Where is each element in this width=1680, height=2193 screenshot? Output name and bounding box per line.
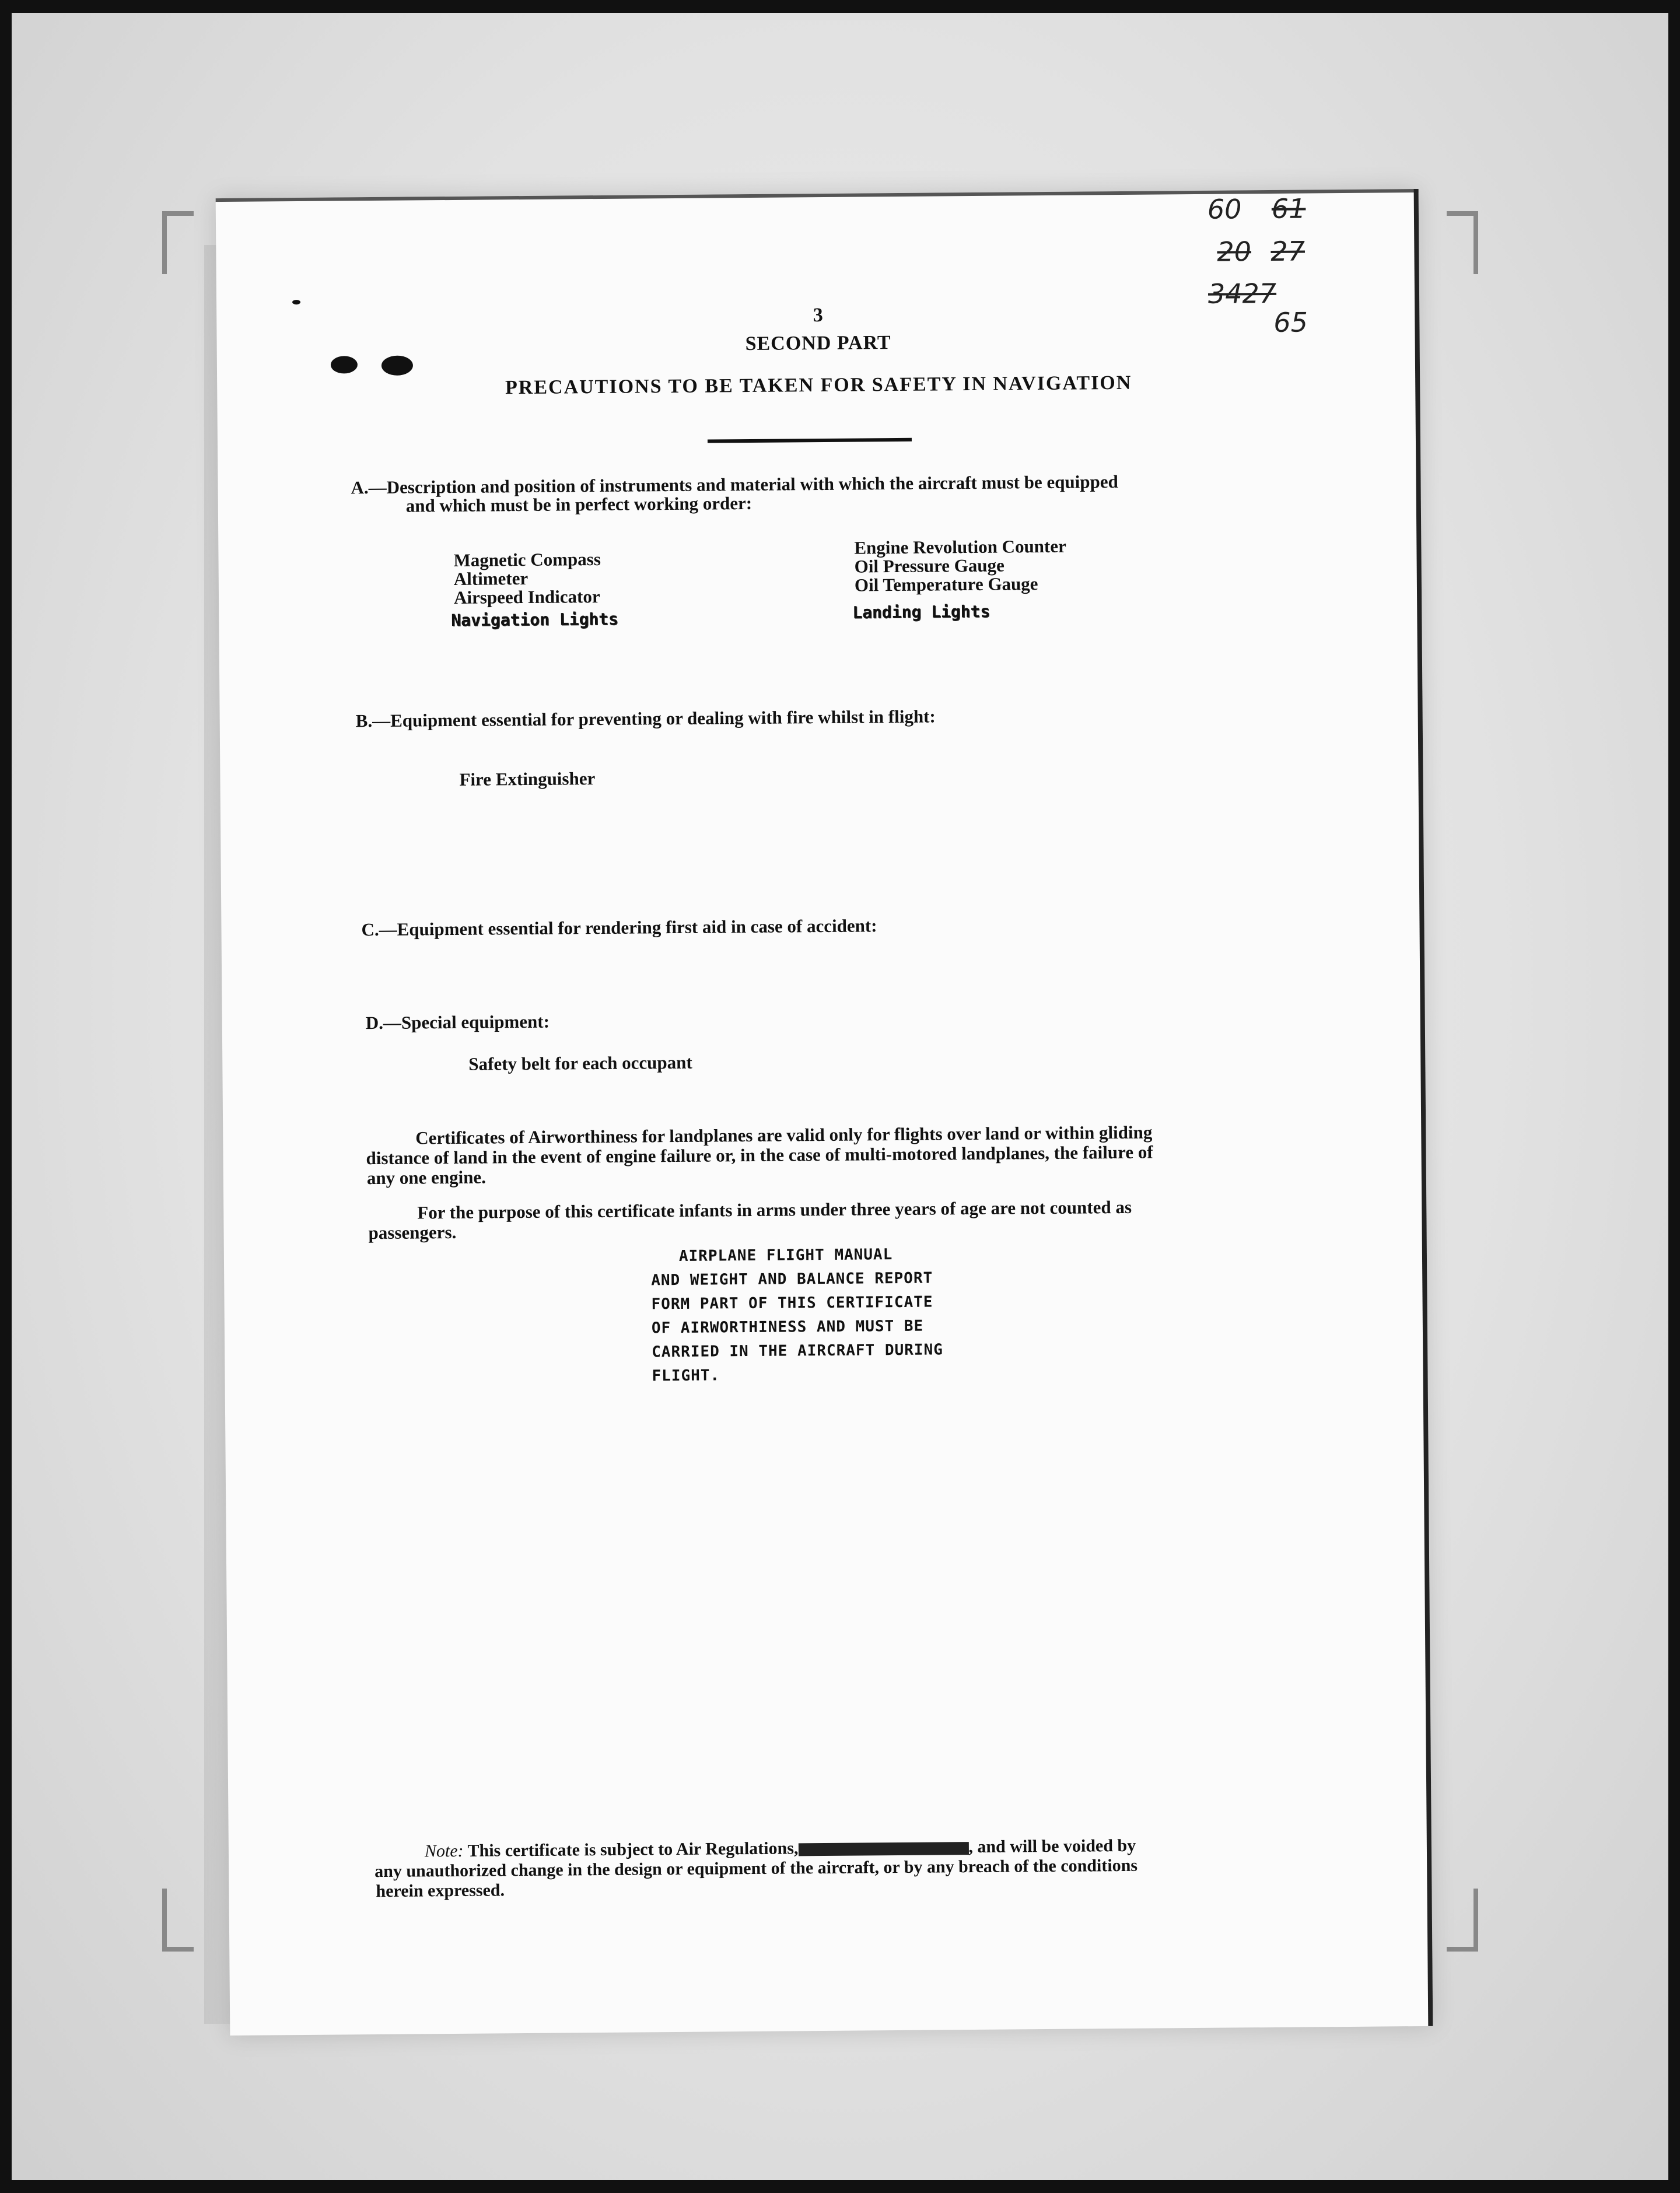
section-a-right-list xyxy=(854,537,1066,595)
handwritten-mark: 60 xyxy=(1207,193,1242,225)
note-line-3: herein expressed. xyxy=(376,1880,505,1901)
stamp-line: AND WEIGHT AND BALANCE REPORT xyxy=(651,1269,933,1290)
crop-mark-bottom-left xyxy=(162,1889,194,1952)
section-b-heading: B.—Equipment essential for preventing or dealing with fire whilst in flight: xyxy=(355,706,936,731)
paragraph-line: distance of land in the event of engine failure or, in the case of multi-motored landplanes, the failure of xyxy=(366,1141,1153,1169)
ink-blot xyxy=(331,356,358,373)
film-border-top xyxy=(0,0,1680,13)
stamp-line: CARRIED IN THE AIRCRAFT DURING xyxy=(652,1341,943,1361)
handwritten-mark: 65 xyxy=(1273,306,1308,338)
crop-mark-bottom-right xyxy=(1447,1889,1478,1952)
typed-landing-lights: Landing Lights xyxy=(852,601,991,622)
section-b-item: Fire Extinguisher xyxy=(459,768,596,790)
handwritten-mark: 20 xyxy=(1217,236,1252,268)
list-item: Oil Pressure Gauge xyxy=(854,555,1005,577)
section-a-heading: A.—Description and position of instruments and material with which the aircraft must be equipped xyxy=(351,471,1118,498)
section-d-item: Safety belt for each occupant xyxy=(468,1052,692,1074)
film-border-bottom xyxy=(0,2180,1680,2193)
crop-mark-top-left xyxy=(162,211,194,274)
note-label: Note: xyxy=(424,1841,464,1861)
handwritten-mark: 27 xyxy=(1270,235,1306,267)
page-title: PRECAUTIONS TO BE TAKEN FOR SAFETY IN NAVIGATION xyxy=(505,372,1132,399)
ink-blot xyxy=(292,300,300,304)
page-number: 3 xyxy=(813,304,823,327)
list-item: Engine Revolution Counter xyxy=(854,535,1066,558)
title-underline xyxy=(708,438,912,443)
section-a-left-list xyxy=(453,550,601,607)
redacted-text xyxy=(798,1842,968,1856)
page-edge-right xyxy=(1414,189,1433,2026)
ink-blot xyxy=(382,355,413,375)
document-page xyxy=(216,189,1433,2036)
typed-navigation-lights: Navigation Lights xyxy=(451,609,619,630)
note-line-2: any unauthorized change in the design or equipment of the aircraft, or by any breach of the conditions xyxy=(374,1855,1138,1882)
film-border-left xyxy=(0,0,12,2193)
paragraph-line: For the purpose of this certificate infants in arms under three years of age are not counted as xyxy=(417,1196,1132,1223)
list-item: Oil Temperature Gauge xyxy=(854,573,1038,595)
stamp-line: FLIGHT. xyxy=(652,1367,720,1385)
stamp-line: OF AIRWORTHINESS AND MUST BE xyxy=(651,1317,924,1337)
list-item: Altimeter xyxy=(453,567,528,589)
section-a-heading-cont: and which must be in perfect working order: xyxy=(405,492,752,516)
handwritten-mark: 61 xyxy=(1271,192,1306,225)
paragraph-line: passengers. xyxy=(368,1221,457,1243)
film-border-right xyxy=(1668,0,1680,2193)
note-text: , and will be voided by xyxy=(968,1835,1136,1857)
stamp-line: FORM PART OF THIS CERTIFICATE xyxy=(651,1293,933,1313)
list-item: Airspeed Indicator xyxy=(453,586,600,608)
list-item: Magnetic Compass xyxy=(453,548,601,570)
section-d-heading: D.—Special equipment: xyxy=(365,1011,550,1034)
section-c-heading: C.—Equipment essential for rendering first aid in case of accident: xyxy=(361,915,877,940)
note-text: This certificate is subject to Air Regulations, xyxy=(467,1838,799,1861)
stamp-line: AIRPLANE FLIGHT MANUAL xyxy=(678,1246,893,1265)
part-heading: SECOND PART xyxy=(745,332,891,355)
paragraph-line: Certificates of Airworthiness for landplanes are valid only for flights over land or within gliding xyxy=(415,1122,1153,1148)
typed-stamp xyxy=(651,1242,944,1388)
handwritten-mark: 3427 xyxy=(1208,277,1277,310)
crop-mark-top-right xyxy=(1447,211,1478,274)
paragraph-line: any one engine. xyxy=(366,1166,487,1189)
